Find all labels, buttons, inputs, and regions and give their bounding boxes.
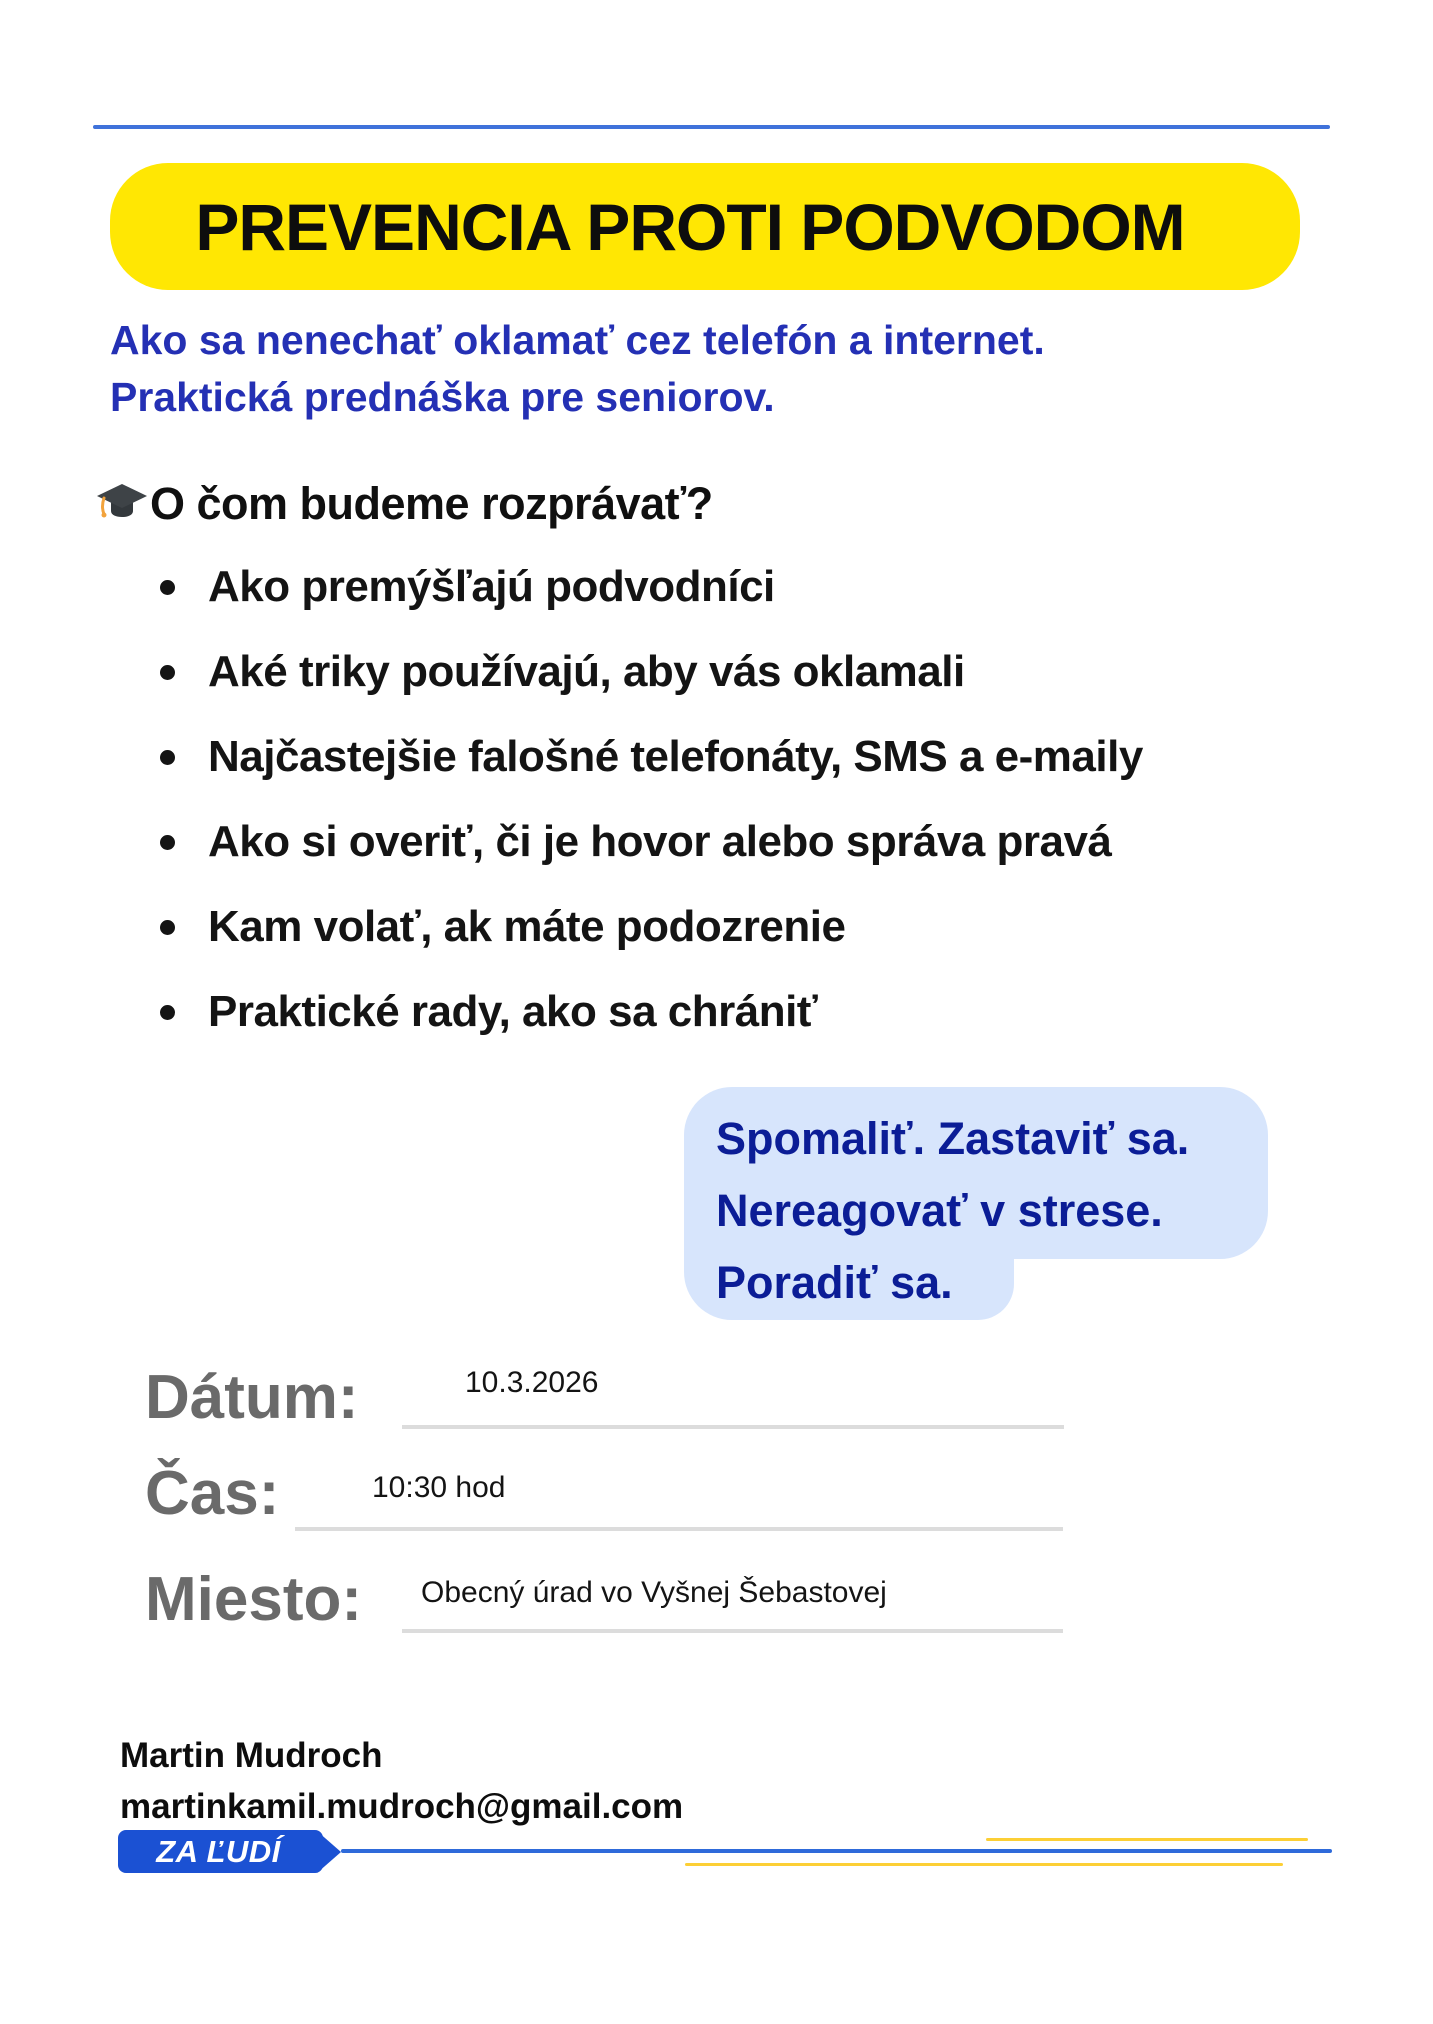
callout-line-1: Spomaliť. Zastaviť sa. bbox=[716, 1113, 1190, 1164]
agenda-item bbox=[160, 730, 1143, 784]
bullet-dot bbox=[160, 920, 175, 935]
subtitle-line-1: Ako sa nenechať oklamať cez telefón a internet. bbox=[110, 317, 1045, 363]
subtitle-line-2: Praktická prednáška pre seniorov. bbox=[110, 374, 775, 420]
za-ludi-logo bbox=[118, 1830, 341, 1873]
title-banner bbox=[110, 163, 1300, 290]
date-field-value: 10.3.2026 bbox=[465, 1366, 599, 1399]
agenda-item-label: Kam volať, ak máte podozrenie bbox=[208, 902, 846, 951]
place-field-label: Miesto: bbox=[145, 1565, 362, 1634]
bullet-dot bbox=[160, 1005, 175, 1020]
agenda-item bbox=[160, 560, 775, 614]
agenda-item-label: Aké triky používajú, aby vás oklamali bbox=[208, 647, 965, 696]
place-field-value: Obecný úrad vo Vyšnej Šebastovej bbox=[421, 1576, 887, 1609]
agenda-item-label: Najčastejšie falošné telefonáty, SMS a e-maily bbox=[208, 732, 1143, 781]
callout-text bbox=[716, 1103, 1189, 1319]
agenda-heading bbox=[96, 474, 713, 534]
callout-line-3: Poradiť sa. bbox=[716, 1257, 953, 1308]
time-field-underline bbox=[295, 1527, 1063, 1531]
bullet-dot bbox=[160, 580, 175, 595]
graduation-cap-icon bbox=[96, 477, 148, 531]
agenda-heading-label: O čom budeme rozprávať? bbox=[150, 478, 713, 529]
footer-yellow-line-top bbox=[986, 1838, 1308, 1841]
agenda-item bbox=[160, 815, 1111, 869]
agenda-item-label: Praktické rady, ako sa chrániť bbox=[208, 987, 818, 1036]
top-divider-line bbox=[93, 125, 1330, 129]
place-field-underline bbox=[402, 1629, 1063, 1633]
za-ludi-logo-label: ZA ĽUDÍ bbox=[156, 1833, 281, 1869]
time-field-value: 10:30 hod bbox=[372, 1471, 506, 1504]
footer-blue-line bbox=[341, 1849, 1332, 1853]
agenda-item bbox=[160, 900, 845, 954]
subtitle bbox=[110, 312, 1045, 426]
page-title: PREVENCIA PROTI PODVODOM bbox=[195, 189, 1185, 264]
time-field-label: Čas: bbox=[145, 1459, 280, 1528]
agenda-item bbox=[160, 985, 817, 1039]
date-field-label: Dátum: bbox=[145, 1363, 359, 1432]
agenda-item-label: Ako premýšľajú podvodníci bbox=[208, 562, 775, 611]
contact-name: Martin Mudroch bbox=[120, 1736, 383, 1775]
callout-line-2: Nereagovať v strese. bbox=[716, 1185, 1163, 1236]
logo-arrow-icon bbox=[317, 1831, 341, 1873]
bullet-dot bbox=[160, 665, 175, 680]
bullet-dot bbox=[160, 835, 175, 850]
agenda-item bbox=[160, 645, 965, 699]
bullet-dot bbox=[160, 750, 175, 765]
contact-email: martinkamil.mudroch@gmail.com bbox=[120, 1787, 684, 1826]
footer-yellow-line-bottom bbox=[685, 1863, 1283, 1866]
agenda-item-label: Ako si overiť, či je hovor alebo správa pravá bbox=[208, 817, 1112, 866]
za-ludi-logo-body bbox=[118, 1830, 323, 1873]
date-field-underline bbox=[402, 1425, 1064, 1429]
